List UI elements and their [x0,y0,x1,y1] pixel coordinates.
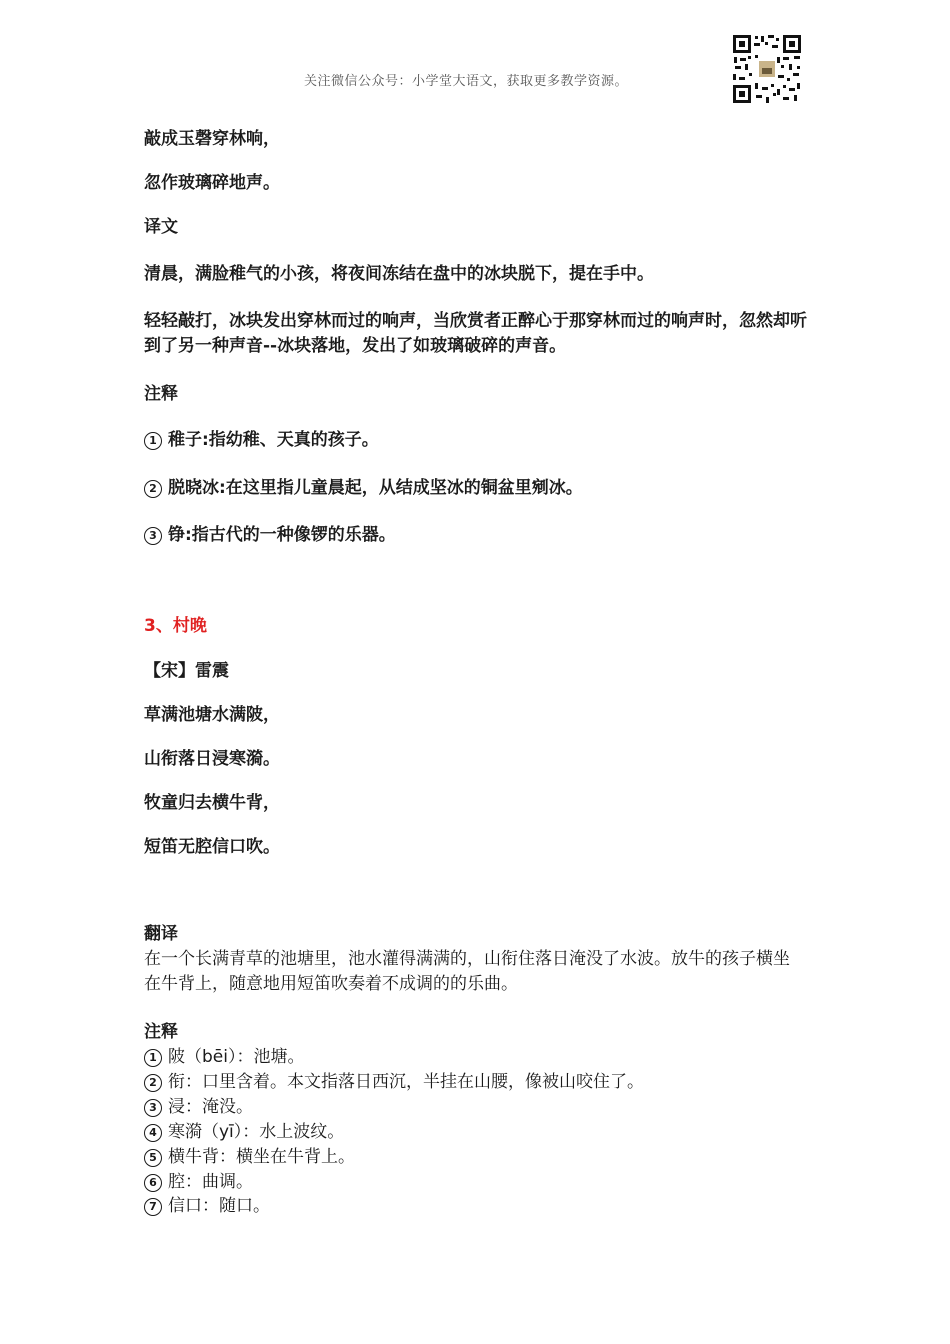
notes1-item-text: 铮:指古代的一种像锣的乐器。 [168,525,396,545]
poem2-line: 草满池塘水满陂， [144,705,280,725]
notes2-item [144,1095,644,1120]
notes2-item-text: 陂（bēi）：池塘。 [168,1047,305,1067]
translation1-para2: 轻轻敲打，冰块发出穿林而过的响声，当欣赏者正醉心于那穿林而过的响声时，忽然却听到了另一种声音--冰块落地，发出了如玻璃破碎的声音。 [144,311,807,356]
notes2-item [144,1070,644,1095]
circle-number-1: 1 [144,1049,162,1067]
poem2-title: 3、村晚 [144,616,207,636]
circle-number-6: 6 [144,1174,162,1192]
notes2-item [144,1145,644,1170]
circle-number-7: 7 [144,1198,162,1216]
notes1-item [144,523,396,547]
circle-number-4: 4 [144,1124,162,1142]
notes2-heading: 注释 [144,1022,178,1042]
header-promo-text: 关注微信公众号：小学堂大语文，获取更多教学资源。 [304,74,629,89]
poem2-line: 牧童归去横牛背， [144,793,280,813]
notes2-item-text: 信口：随口。 [168,1196,270,1217]
circle-number-2: 2 [144,480,162,498]
circle-number-3: 3 [144,1099,162,1117]
translation2-heading: 翻译 [144,924,178,944]
circle-number-1: 1 [144,432,162,450]
notes1-item [144,476,583,500]
notes1-item-text: 脱晓冰:在这里指儿童晨起，从结成坚冰的铜盆里剜冰。 [168,478,583,498]
poem2-line: 山衔落日浸寒漪。 [144,749,280,769]
notes2-item [144,1194,644,1219]
poem2-author: 【宋】雷震 [144,661,229,681]
translation1-heading: 译文 [144,217,178,237]
poem1-line4: 忽作玻璃碎地声。 [144,173,280,193]
translation1-para1: 清晨，满脸稚气的小孩，将夜间冻结在盘中的冰块脱下，提在手中。 [144,264,654,284]
notes1-item [144,428,379,452]
notes2-item [144,1170,644,1195]
notes2-list [144,1045,644,1219]
circle-number-5: 5 [144,1149,162,1167]
poem2-line: 短笛无腔信口吹。 [144,837,280,857]
notes2-item-text: 衔：口里含着。本文指落日西沉，半挂在山腰，像被山咬住了。 [168,1071,644,1092]
notes1-item-text: 稚子:指幼稚、天真的孩子。 [168,430,379,450]
translation2-text: 在一个长满青草的池塘里，池水灌得满满的，山衔住落日淹没了水波。放牛的孩子横坐在牛背上，随意地用短笛吹奏着不成调的的乐曲。 [144,949,790,994]
notes2-item-text: 浸：淹没。 [168,1096,253,1117]
poem1-line3: 敲成玉磬穿林响， [144,129,280,149]
circle-number-3: 3 [144,527,162,545]
notes2-item-text: 寒漪（yī）：水上波纹。 [168,1121,345,1142]
notes2-item [144,1045,644,1070]
qr-code-icon [731,33,803,105]
circle-number-2: 2 [144,1074,162,1092]
notes1-heading: 注释 [144,384,178,404]
notes2-item-text: 腔：曲调。 [168,1171,253,1192]
notes2-item [144,1120,644,1145]
notes2-item-text: 横牛背：横坐在牛背上。 [168,1146,355,1167]
